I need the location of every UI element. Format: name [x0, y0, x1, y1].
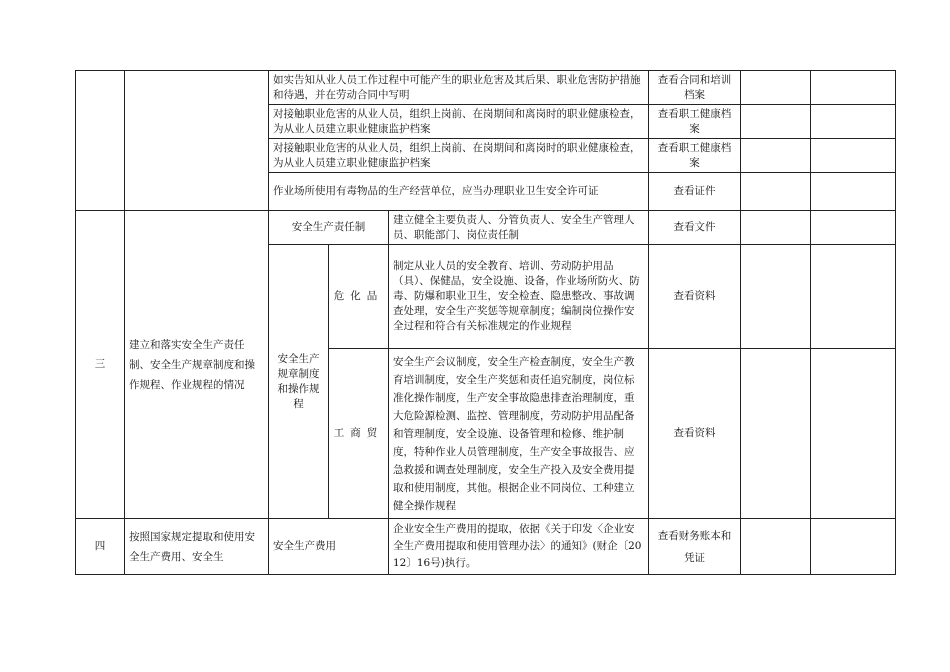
method-cell: 查看资料	[649, 245, 741, 349]
method-cell: 查看合同和培训档案	[649, 71, 741, 105]
method-cell: 查看资料	[649, 349, 741, 519]
content-cell: 企业安全生产费用的提取，依据《关于印发〈企业安全生产费用提取和使用管理办法〉的通知》(财企〔2012〕16号)执行。	[389, 519, 649, 575]
content-cell: 对接触职业危害的从业人员，组织上岗前、在岗期间和离岗时的职业健康检查，为从业人员建立职业健康监护档案	[269, 139, 649, 173]
table-row	[76, 211, 896, 245]
section-index: 三	[76, 211, 125, 519]
content-cell: 建立健全主要负责人、分管负责人、安全生产管理人员、职能部门、岗位责任制	[389, 211, 649, 245]
blank-cell	[811, 519, 896, 575]
hazardous-label: 危化品	[329, 245, 389, 349]
method-cell: 查看文件	[649, 211, 741, 245]
content-cell: 制定从业人员的安全教育、培训、劳动防护用品（具）、保健品，安全设施、设备，作业场所防火、防毒、防爆和职业卫生，安全检查、隐患整改、事故调查处理，安全生产奖惩等规章制度；编制岗位操作安全过程和符合有关标准规定的作业规程	[389, 245, 649, 349]
content-cell: 作业场所使用有毒物品的生产经营单位，应当办理职业卫生安全许可证	[269, 173, 649, 211]
blank-cell	[811, 71, 896, 105]
method-cell: 查看职工健康档案	[649, 139, 741, 173]
blank-cell	[741, 245, 811, 349]
section-index: 四	[76, 519, 125, 575]
content-cell: 安全生产会议制度，安全生产检查制度，安全生产教育培训制度，安全生产奖惩和责任追究制度，岗位标准化操作制度，生产安全事故隐患排查治理制度，重大危险源检测、监控、管理制度，劳动防护用品配备和管理制度，安全设施、设备管理和检修、维护制度，特种作业人员管理制度，生产安全事故报告、应急救援和调查处理制度，安全生产投入及安全费用提取和使用制度，其他。根据企业不同岗位、工种建立健全操作规程	[389, 349, 649, 519]
method-cell: 查看财务账本和凭证	[649, 519, 741, 575]
blank-cell	[811, 349, 896, 519]
blank-cell	[741, 139, 811, 173]
rules-label: 安全生产规章制度和操作规程	[269, 245, 329, 519]
method-cell: 查看证件	[649, 173, 741, 211]
item-cell	[125, 71, 269, 211]
blank-cell	[741, 349, 811, 519]
section-title: 按照国家规定提取和使用安全生产费用、安全生	[125, 519, 269, 575]
blank-cell	[811, 245, 896, 349]
blank-cell	[741, 519, 811, 575]
blank-cell	[741, 211, 811, 245]
commerce-label: 工商贸	[329, 349, 389, 519]
item-cell: 安全生产责任制	[269, 211, 389, 245]
content-cell: 如实告知从业人员工作过程中可能产生的职业危害及其后果、职业危害防护措施和待遇，并在劳动合同中写明	[269, 71, 649, 105]
index-cell	[76, 71, 125, 211]
blank-cell	[741, 71, 811, 105]
method-cell: 查看职工健康档案	[649, 105, 741, 139]
blank-cell	[741, 173, 811, 211]
table-row	[76, 71, 896, 105]
inspection-table	[75, 70, 896, 575]
content-cell: 对接触职业危害的从业人员，组织上岗前、在岗期间和离岗时的职业健康检查，为从业人员建立职业健康监护档案	[269, 105, 649, 139]
blank-cell	[811, 173, 896, 211]
blank-cell	[811, 211, 896, 245]
table-row	[76, 519, 896, 575]
item-cell: 安全生产费用	[269, 519, 389, 575]
section-title: 建立和落实安全生产责任制、安全生产规章制度和操作规程、作业规程的情况	[125, 211, 269, 519]
blank-cell	[741, 105, 811, 139]
blank-cell	[811, 139, 896, 173]
blank-cell	[811, 105, 896, 139]
